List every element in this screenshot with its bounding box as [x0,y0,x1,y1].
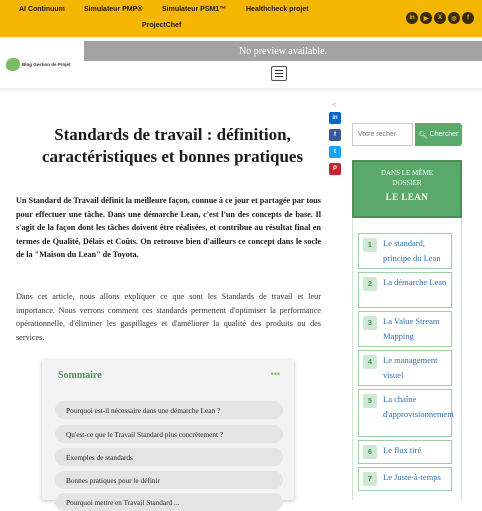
logo-text: Blog Gestion de Projet [22,62,71,67]
nav-link-simulateur-pmp[interactable]: Simulateur PMP® [84,6,143,13]
header-divider [0,88,482,93]
dossier-item[interactable] [358,233,452,269]
nav-link-ai-continuum[interactable]: AI Continuum [19,6,65,13]
site-logo[interactable] [6,58,71,71]
top-bar [0,0,482,37]
share-pinterest-icon[interactable]: P [329,163,341,175]
dossier-item[interactable] [358,389,452,437]
dossier-item-label[interactable]: Le Juste-à-temps [383,472,441,482]
dossier-title: LE LEAN [385,192,429,202]
linkedin-icon[interactable]: in [406,12,418,24]
dossier-line-2: DOSSIER [392,179,422,187]
dossier-item-label[interactable]: La démarche Lean [383,277,447,287]
dossier-subtitle [354,168,460,188]
share-linkedin-icon[interactable]: in [329,112,341,124]
dossier-item-number: 6 [363,445,377,459]
search-button[interactable] [415,123,462,146]
dossier-item-label[interactable]: Le standard, principe du Lean [383,238,441,263]
hamburger-line [275,70,283,71]
dossier-item-label[interactable]: Le flux tiré [383,445,422,455]
article-title: Standards de travail : définition, caractéristiques et bonnes pratiques [41,125,304,166]
toc-toggle-icon[interactable]: ••• [270,369,280,379]
search-button-label: Chercher [429,131,459,138]
dossier-item-number: 4 [363,355,377,369]
article-paragraph: Dans cet article, nous allons expliquer ce que sont les Standards de travail et leur importance. Nous verrons comment ces standards permettent d'optimiser la performance opérationnelle, d'éliminer les gaspillages et d'améliorer la qualité des produits ou des services. [16,292,321,342]
youtube-icon[interactable]: ▶ [420,12,432,24]
toc-item[interactable]: Pourquoi mettre en Travail Standard ... [55,493,283,511]
dossier-item-label[interactable]: Le management visuel [383,355,438,380]
toc-item[interactable]: Bonnes pratiques pour le définir [55,471,283,489]
instagram-icon[interactable]: ◎ [448,12,460,24]
toc-item[interactable]: Exemples de standards [55,448,283,466]
toc-title[interactable]: Sommaire [58,369,102,381]
dossier-header [352,160,462,218]
dossier-item-number: 2 [363,277,377,291]
share-twitter-icon[interactable]: t [329,146,341,158]
dossier-item[interactable] [358,440,452,464]
dossier-item-number: 3 [363,316,377,330]
dossier-item-number: 7 [363,472,377,486]
nav-link-healthcheck[interactable]: Healthcheck projet [246,6,309,13]
dossier-line-1: DANS LE MÊME [380,169,434,177]
search-input[interactable] [352,123,413,146]
dossier-item-label[interactable]: La chaîne d'approvisionnement [383,394,454,419]
hamburger-line [275,76,283,77]
x-icon[interactable]: X [434,12,446,24]
dossier-item-number: 5 [363,394,377,408]
search-icon: 🔍︎ [418,131,428,139]
nav-link-projectchef[interactable]: ProjectChef [142,22,182,29]
dossier-item-label[interactable]: La Value Stream Mapping [383,316,440,341]
hamburger-line [275,73,283,74]
share-facebook-icon[interactable]: f [329,129,341,141]
dossier-item-number: 1 [363,238,377,252]
dossier-item[interactable] [358,272,452,308]
share-icon: < [332,102,337,109]
hamburger-menu-icon[interactable] [271,66,287,81]
dossier-item[interactable] [358,311,452,347]
nav-link-simulateur-psm1[interactable]: Simulateur PSM1™ [162,6,227,13]
article-intro: Un Standard de Travail définit la meilleure façon, connue à ce jour et partagée par tous pour effectuer une tâche. Dans une démarche Lean, c'est l'un des concepts de base. Il s'agit de la façon dont les tâches doivent être réalisées, et contribue au résultat final en termes de Qualité, Délais et Coûts. On retrouve bien d'ailleurs ce concept dans le socle de la "Maison du Lean" de Toyota. [16,196,321,259]
leaf-logo-icon [6,58,20,71]
preview-banner: No preview available. [84,41,482,61]
facebook-icon[interactable]: f [462,12,474,24]
table-of-contents [42,360,294,507]
toc-item[interactable]: Pourquoi est-il nécessaire dans une démarche Lean ? [55,401,283,419]
dossier-item[interactable] [358,350,452,386]
dossier-item[interactable] [358,467,452,491]
toc-item[interactable]: Qu'est-ce que le Travail Standard plus concrètement ? [55,425,283,443]
